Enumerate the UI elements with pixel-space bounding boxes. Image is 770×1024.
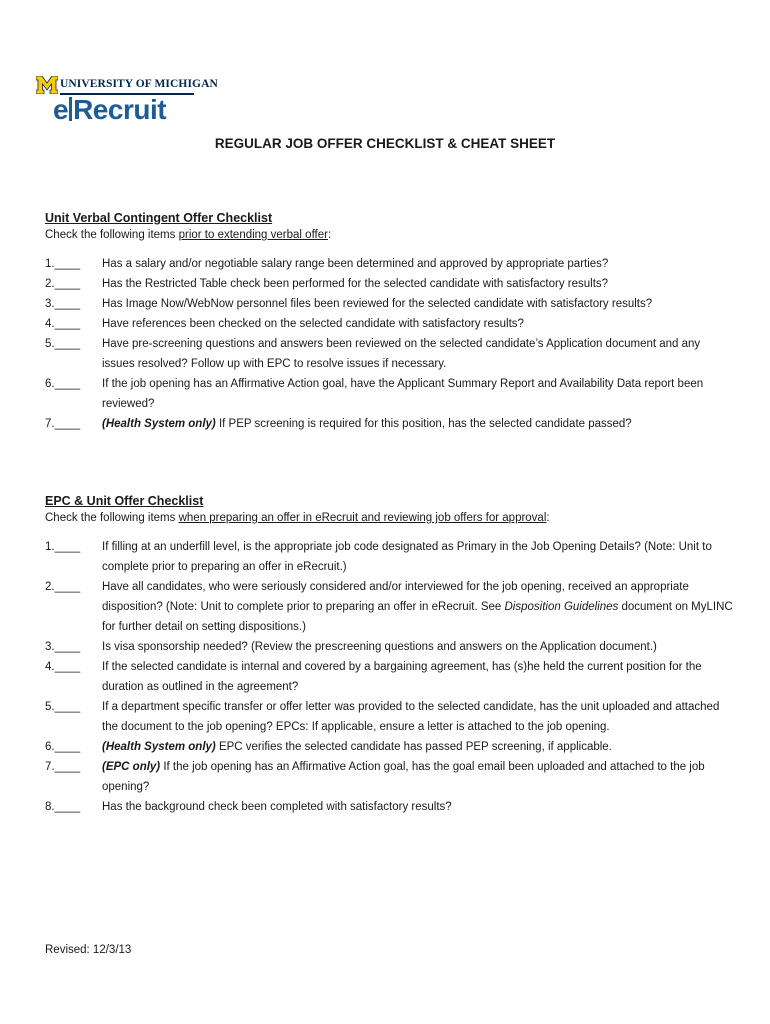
section-heading: EPC & Unit Offer Checklist [45,494,204,508]
item-number: 4.____ [45,318,81,330]
checklist-item [45,737,735,757]
checklist-item [45,294,735,314]
document-reference: Disposition Guidelines [504,601,619,613]
wordmark-bar [69,97,72,121]
item-number: 1.____ [45,258,81,270]
erecruit-prefix: e [53,94,69,125]
checklist-item [45,637,735,657]
checklist-item [45,577,735,637]
section-intro: Check the following items prior to extending verbal offer: [45,229,332,241]
item-qualifier: (Health System only) [102,418,216,430]
item-text: (EPC only) If the job opening has an Affirmative Action goal, has the goal email been uploaded and attached to the job opening? [102,761,705,793]
checklist [45,537,735,817]
section-heading: Unit Verbal Contingent Offer Checklist [45,211,273,225]
erecruit-suffix: Recruit [73,94,167,125]
item-number: 2.____ [45,278,81,290]
item-text: (Health System only) If PEP screening is required for this position, has the selected candidate passed? [102,418,632,430]
item-text: Has Image Now/WebNow personnel files been reviewed for the selected candidate with satisfactory results? [102,298,653,310]
section-verbal-offer [45,210,735,434]
section-epc-offer [45,493,735,817]
item-text: If the job opening has an Affirmative Action goal, have the Applicant Summary Report and Availability Data report been reviewed? [102,378,704,410]
checklist-item [45,697,735,737]
item-text: Have all candidates, who were seriously considered and/or interviewed for the job opening, received an appropriate disposition? (Note: Unit to complete prior to preparing an offer in eRecruit. See Disposition Guidelines document on MyLINC for further detail on setting dispositions.) [102,581,733,633]
checklist-item [45,274,735,294]
university-logo [36,76,218,128]
erecruit-wordmark [53,94,166,126]
checklist-item [45,797,735,817]
checklist-item [45,334,735,374]
checklist-item [45,757,735,797]
checklist-item [45,314,735,334]
item-number: 6.____ [45,741,81,753]
item-number: 7.____ [45,418,81,430]
item-qualifier: (Health System only) [102,741,216,753]
item-number: 5.____ [45,338,81,350]
item-number: 5.____ [45,701,81,713]
item-text: Has a salary and/or negotiable salary range been determined and approved by appropriate parties? [102,258,609,270]
item-number: 1.____ [45,541,81,553]
item-text: Is visa sponsorship needed? (Review the prescreening questions and answers on the Application document.) [102,641,657,653]
checklist-item [45,254,735,274]
university-name: UNIVERSITY OF MICHIGAN [60,78,218,90]
item-number: 3.____ [45,298,81,310]
item-text: (Health System only) EPC verifies the selected candidate has passed PEP screening, if applicable. [102,741,612,753]
item-number: 8.____ [45,801,81,813]
item-number: 6.____ [45,378,81,390]
item-number: 7.____ [45,761,81,773]
item-number: 4.____ [45,661,81,673]
item-number: 2.____ [45,581,81,593]
item-text: Have references been checked on the selected candidate with satisfactory results? [102,318,524,330]
item-text: Has the background check been completed with satisfactory results? [102,801,452,813]
block-m-icon [36,76,58,94]
page-title: REGULAR JOB OFFER CHECKLIST & CHEAT SHEET [214,136,556,151]
checklist-item [45,414,735,434]
item-text: If filling at an underfill level, is the appropriate job code designated as Primary in the Job Opening Details? (Note: Unit to complete prior to preparing an offer in eRecruit.) [102,541,712,573]
checklist-item [45,374,735,414]
item-text: If the selected candidate is internal and covered by a bargaining agreement, has (s)he held the current position for the duration as outlined in the agreement? [102,661,702,693]
checklist-item [45,657,735,697]
checklist [45,254,735,434]
item-qualifier: (EPC only) [102,761,161,773]
checklist-item [45,537,735,577]
item-number: 3.____ [45,641,81,653]
item-text: Has the Restricted Table check been performed for the selected candidate with satisfactory results? [102,278,609,290]
item-text: Have pre-screening questions and answers been reviewed on the selected candidate’s Application document and any issues resolved? Follow up with EPC to resolve issues if necessary. [102,338,701,370]
item-text: If a department specific transfer or offer letter was provided to the selected candidate, has the unit uploaded and attached the document to the job opening? EPCs: If applicable, ensure a letter is attached to the job opening. [102,701,720,733]
revised-date: Revised: 12/3/13 [45,944,132,956]
section-intro: Check the following items when preparing an offer in eRecruit and reviewing job offers for approval: [45,512,550,524]
